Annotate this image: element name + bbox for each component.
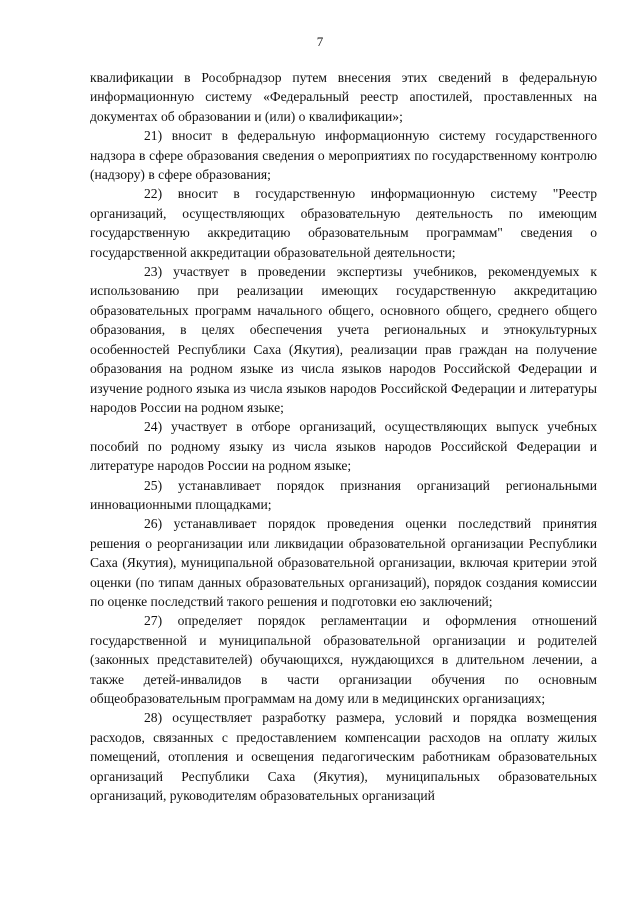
paragraph-item-21: 21) вносит в федеральную информационную систему государственного надзора в сфере образования сведения о мероприятиях по государственному контролю (надзору) в сфере образования; [90, 128, 597, 183]
document-body [90, 68, 597, 805]
paragraph-item-24: 24) участвует в отборе организаций, осуществляющих выпуск учебных пособий по родному языку из числа языков народов Российской Федерации и литературе народов России на родном языке; [90, 419, 597, 474]
paragraph-continuation: квалификации в Рособрнадзор путем внесения этих сведений в федеральную информационную систему «Федеральный реестр апостилей, проставленных на документах об образовании и (или) о квалификации»; [90, 70, 597, 124]
paragraph-item-25: 25) устанавливает порядок признания организаций региональными инновационными площадками; [90, 477, 597, 512]
paragraph-item-26: 26) устанавливает порядок проведения оценки последствий принятия решения о реорганизации или ликвидации образовательной организации Республики Саха (Якутия), муниципальной образовательной организации, включая критерии этой оценки (по типам данных образовательных организаций), порядок создания комиссии по оценке последствий такого решения и подготовки ею заключений; [90, 516, 597, 609]
paragraph-item-22: 22) вносит в государственную информационную систему "Реестр организаций, осуществляющих образовательную деятельность по имеющим государственную аккредитацию образовательным программам" сведения о государственной аккредитации образовательной деятельности; [90, 186, 597, 260]
paragraph-item-23: 23) участвует в проведении экспертизы учебников, рекомендуемых к использованию при реализации имеющих государственную аккредитацию образовательных программ начального общего, основного общего, среднего общего образования, в целях обеспечения учета региональных и этнокультурных особенностей Республики Саха (Якутия), реализации прав граждан на получение образования на родном языке из числа языков народов Российской Федерации и изучение родного языка из числа языков народов Российской Федерации и литературы народов России на родном языке; [90, 264, 597, 415]
paragraph-item-27: 27) определяет порядок регламентации и оформления отношений государственной и муниципальной образовательной организации и родителей (законных представителей) обучающихся, нуждающихся в длительном лечении, а также детей-инвалидов в части организации обучения по основным общеобразовательным программам на дому или в медицинских организациях; [90, 613, 597, 706]
paragraph-item-28: 28) осуществляет разработку размера, условий и порядка возмещения расходов, связанных с предоставлением компенсации расходов на оплату жилых помещений, отопления и освещения педагогическим работникам образовательных организаций Республики Саха (Якутия), муниципальных образовательных организаций, руководителям образовательных организаций [90, 710, 597, 804]
page-number: 7 [316, 34, 324, 49]
